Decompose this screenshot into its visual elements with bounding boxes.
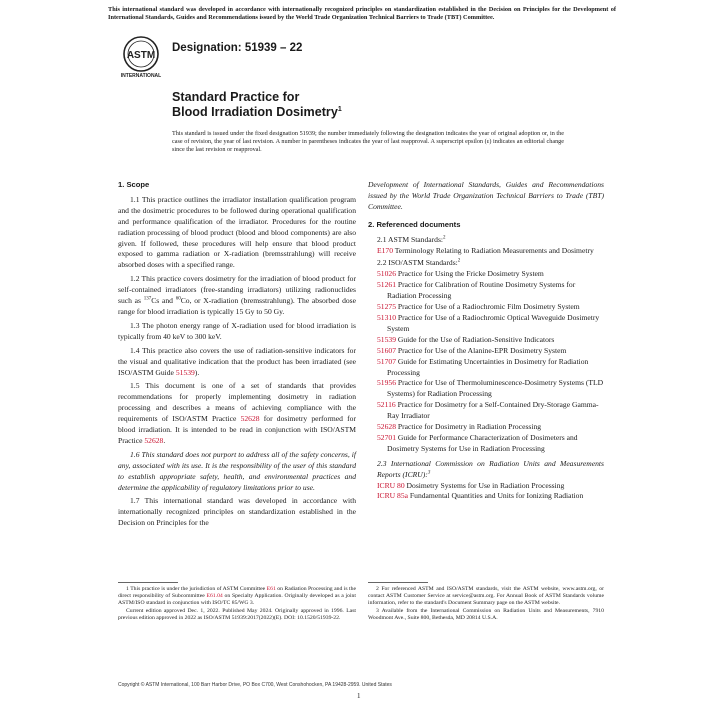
astm-logo <box>118 33 164 79</box>
ref-code: 51275 <box>377 302 396 312</box>
link-52628-b[interactable]: 52628 <box>144 435 164 445</box>
ref-code: 51707 <box>377 356 396 366</box>
issue-note: This standard is issued under the fixed designation 51939; the number immediately following the designation indicates the year of original adoption or, in the case of revision, the year of last revision. A number in parentheses indicates the year of last reapproval. A superscript epsilon (ε) indicates an editorial change since the last revision or reapproval. <box>172 130 564 153</box>
ref-item[interactable]: 52701 Guide for Performance Characterization of Dosimeters and Dosimetry Systems for Use in Radiation Processing <box>377 432 578 453</box>
svg-text:INTERNATIONAL: INTERNATIONAL <box>120 73 162 79</box>
title-footnote-ref: 1 <box>337 105 342 113</box>
title-line-1: Standard Practice for <box>172 90 300 104</box>
link-52628[interactable]: 52628 <box>240 414 260 424</box>
scope-1-5: 1.5 This document is one of a set of standards that provides recommendations for properly implementing dosimetry in radiation processing and describes a means of achieving compliance with the requirements of ISO/ASTM Practice 52628 for dosimetry performed for blood irradiation. It is intended to be read in conjunction with ISO/ASTM Practice 52628. <box>118 381 356 445</box>
page-title <box>172 90 342 119</box>
footnotes-left <box>118 586 356 622</box>
ref-code: 52701 <box>377 432 396 442</box>
ref-item[interactable]: 51956 Practice for Use of Thermoluminescence-Dosimetry Systems (TLD Systems) for Radiation Processing <box>377 378 604 399</box>
iso-standards-label: 2.2 ISO/ASTM Standards:$^2$ <box>377 258 461 268</box>
title-line-2: Blood Irradiation Dosimetry$^1$ <box>172 104 342 119</box>
footnote-2: 2 For referenced ASTM and ISO/ASTM standards, visit the ASTM website, www.astm.org, or contact ASTM Customer Service at service@astm.org. For Annual Book of ASTM Standards volume information, refer to the standard's Document Summary page on the ASTM website. <box>368 586 604 607</box>
ref-item[interactable]: 51026 Practice for Using the Fricke Dosimetry System <box>377 269 544 279</box>
right-column <box>368 180 604 502</box>
ref-code: 52116 <box>377 400 396 410</box>
ref-item[interactable]: 51539 Guide for the Use of Radiation-Sensitive Indicators <box>377 334 555 344</box>
footnotes-right <box>368 586 604 622</box>
scope-1-3: 1.3 The photon energy range of X-radiation used for blood irradiation is typically from 40 keV to 300 keV. <box>118 320 356 341</box>
refs-heading: 2. Referenced documents <box>368 219 461 229</box>
ref-item[interactable]: 51275 Practice for Use of a Radiochromic Film Dosimetry System <box>377 302 580 312</box>
ref-code: 52628 <box>377 422 396 432</box>
icru-items <box>368 481 604 503</box>
wto-notice: This international standard was developed in accordance with internationally recognized principles on standardization established in the Decision on Principles for the Development of International Standards, Guides and Recommendations issued by the World Trade Organization Technical Barriers to Trade (TBT) Committee. <box>108 6 616 21</box>
link-e61-04[interactable]: E61.04 <box>206 593 223 600</box>
footnote-rule-right <box>368 582 428 583</box>
ref-item[interactable]: 52628 Practice for Dosimetry in Radiation Processing <box>377 422 542 432</box>
astm-items <box>368 246 604 257</box>
scope-1-7: 1.7 This international standard was developed in accordance with internationally recognized principles on standardization established in the Decision on Principles for the <box>118 496 356 528</box>
ref-code: E170 <box>377 245 394 255</box>
ref-item[interactable]: 51261 Practice for Calibration of Routine Dosimetry Systems for Radiation Processing <box>377 280 576 301</box>
scope-heading: 1. Scope <box>118 180 150 189</box>
ref-code: ICRU 80 <box>377 480 405 490</box>
scope-1-2: 1.2 This practice covers dosimetry for the irradiation of blood product for self-contained irradiators (free-standing irradiators) utilizing radionuclides such as $^{137}$Cs and $^{60}$Co, or X-radiation (bremsstrahlung). The absorbed dose range for blood irradiation is typically 15 Gy to 50 Gy. <box>118 274 357 316</box>
ref-code: 51310 <box>377 312 396 322</box>
ref-item[interactable]: 52116 Practice for Dosimetry for a Self-Contained Dry-Storage Gamma-Ray Irradiator <box>377 400 599 421</box>
scope-1-4: 1.4 This practice also covers the use of radiation-sensitive indicators for the visual and qualitative indication that the product has been irradiated (see ISO/ASTM Guide 51539). <box>118 345 356 377</box>
link-51539[interactable]: 51539 <box>175 367 195 377</box>
ref-item[interactable]: ICRU 80 Dosimetry Systems for Use in Radiation Processing <box>377 480 565 490</box>
scope-1-6: 1.6 This standard does not purport to address all of the safety concerns, if any, associated with its use. It is the responsibility of the user of this standard to establish appropriate safety, health, and environmental practices and determine the applicability of regulatory limitations prior to use. <box>118 449 356 492</box>
scope-1-7-continued: Development of International Standards, Guides and Recommendations issued by the World Trade Organization Technical Barriers to Trade (TBT) Committee. <box>368 180 604 211</box>
scope-1-1: 1.1 This practice outlines the irradiator installation qualification program and the dosimetric procedures to be followed during operational qualification and performance qualification of the irradiator. Procedures for the routine radiation processing of blood product (blood and blood components) are also given. If followed, these procedures will help ensure that blood product exposed to gamma radiation or X-radiation (bremsstrahlung) will receive absorbed doses with a specified range. <box>118 194 356 270</box>
ref-code: ICRU 85a <box>377 491 409 501</box>
footnote-rule-left <box>118 582 178 583</box>
page-number: 1 <box>357 692 361 700</box>
svg-text:ASTM: ASTM <box>126 50 156 61</box>
iso-items <box>368 269 604 454</box>
footnote-1: 1 This practice is under the jurisdiction of ASTM Committee E61 on Radiation Processing and is the direct responsibility of Subcommittee E61.04 on Specialty Application. Originally developed as a joint ASTM/ISO standard in conjunction with ISO/TC 85/WG 3. <box>118 586 356 607</box>
ref-item[interactable]: 51310 Practice for Use of a Radiochromic Optical Waveguide Dosimetry System <box>377 312 600 333</box>
ref-code: 51956 <box>377 378 396 388</box>
ref-item[interactable]: 51707 Guide for Estimating Uncertainties in Dosimetry for Radiation Processing <box>377 356 589 377</box>
ref-item[interactable]: E170 Terminology Relating to Radiation Measurements and Dosimetry <box>377 245 594 255</box>
ref-code: 51539 <box>377 334 396 344</box>
link-e61[interactable]: E61 <box>266 586 276 592</box>
icru-label: 2.3 International Commission on Radiation Units and Measurements Reports (ICRU):$^3$ <box>377 458 604 479</box>
ref-item[interactable]: ICRU 85a Fundamental Quantities and Units for Ionizing Radiation <box>377 491 584 501</box>
ref-code: 51261 <box>377 280 396 290</box>
copyright: Copyright © ASTM International, 100 Barr Harbor Drive, PO Box C700, West Conshohocken, PA 19428-2959. United States <box>118 682 392 688</box>
ref-item[interactable]: 51607 Practice for Use of the Alanine-EPR Dosimetry System <box>377 345 567 355</box>
ref-code: 51026 <box>377 269 396 279</box>
footnote-3: 3 Available from the International Commission on Radiation Units and Measurements, 7910 Woodmont Ave., Suite 800, Bethesda, MD 20814 U.S.A. <box>368 607 604 621</box>
left-column <box>118 180 356 532</box>
ref-code: 51607 <box>377 345 396 355</box>
footnote-1-edition: Current edition approved Dec. 1, 2022. Published May 2024. Originally approved in 1996. Last previous edition approved in 2022 as ISO/ASTM 51939:2017(2022)(E). DOI: 10.1520/51939-22. <box>118 607 356 621</box>
designation: Designation: 51939 – 22 <box>172 42 303 54</box>
astm-standards-label: 2.1 ASTM Standards:$^2$ <box>377 234 446 244</box>
